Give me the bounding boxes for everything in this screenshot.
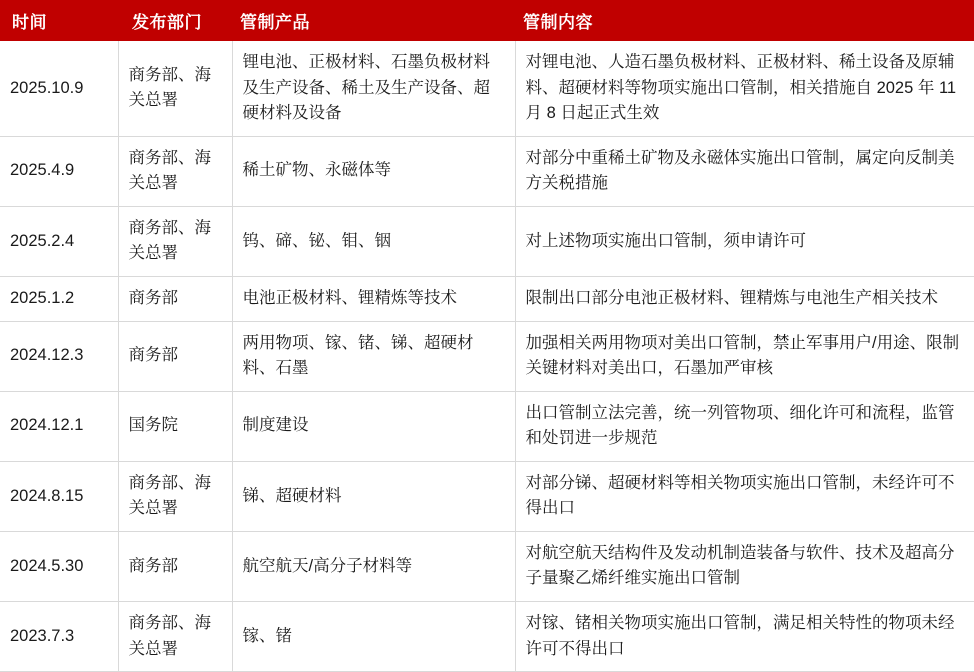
table-body [0,41,974,672]
column-header-product: 管制产品 [232,0,515,41]
cell-content: 限制出口部分电池正极材料、锂精炼与电池生产相关技术 [515,276,974,321]
cell-product: 钨、碲、铋、钼、铟 [232,206,515,276]
cell-department: 商务部、海关总署 [118,602,232,672]
cell-department: 商务部、海关总署 [118,136,232,206]
table-row [0,41,974,136]
cell-department: 商务部 [118,321,232,391]
cell-department: 国务院 [118,391,232,461]
cell-product: 锂电池、正极材料、石墨负极材料及生产设备、稀土及生产设备、超硬材料及设备 [232,41,515,136]
table-row [0,206,974,276]
cell-department: 商务部、海关总署 [118,41,232,136]
table-header-row [0,0,974,41]
cell-time: 2024.5.30 [0,531,118,601]
cell-product: 两用物项、镓、锗、锑、超硬材料、石墨 [232,321,515,391]
cell-department: 商务部 [118,531,232,601]
table-row [0,391,974,461]
table-row [0,461,974,531]
column-header-content: 管制内容 [515,0,974,41]
table-header [0,0,974,41]
cell-time: 2023.7.3 [0,602,118,672]
cell-content: 加强相关两用物项对美出口管制，禁止军事用户/用途、限制关键材料对美出口，石墨加严审核 [515,321,974,391]
cell-product: 制度建设 [232,391,515,461]
cell-product: 稀土矿物、永磁体等 [232,136,515,206]
cell-time: 2024.8.15 [0,461,118,531]
table-row [0,136,974,206]
cell-content: 对部分锑、超硬材料等相关物项实施出口管制，未经许可不得出口 [515,461,974,531]
cell-product: 镓、锗 [232,602,515,672]
cell-time: 2025.4.9 [0,136,118,206]
cell-product: 锑、超硬材料 [232,461,515,531]
table-row [0,531,974,601]
cell-time: 2025.1.2 [0,276,118,321]
cell-department: 商务部 [118,276,232,321]
cell-content: 对部分中重稀土矿物及永磁体实施出口管制，属定向反制美方关税措施 [515,136,974,206]
cell-time: 2025.2.4 [0,206,118,276]
cell-time: 2025.10.9 [0,41,118,136]
cell-department: 商务部、海关总署 [118,461,232,531]
table-row [0,321,974,391]
cell-product: 电池正极材料、锂精炼等技术 [232,276,515,321]
cell-department: 商务部、海关总署 [118,206,232,276]
cell-content: 对锂电池、人造石墨负极材料、正极材料、稀土设备及原辅料、超硬材料等物项实施出口管制，相关措施自 2025 年 11 月 8 日起正式生效 [515,41,974,136]
cell-content: 对镓、锗相关物项实施出口管制，满足相关特性的物项未经许可不得出口 [515,602,974,672]
table-row [0,602,974,672]
cell-content: 出口管制立法完善，统一列管物项、细化许可和流程，监管和处罚进一步规范 [515,391,974,461]
table-row [0,276,974,321]
column-header-department: 发布部门 [118,0,232,41]
cell-product: 航空航天/高分子材料等 [232,531,515,601]
cell-time: 2024.12.3 [0,321,118,391]
cell-content: 对上述物项实施出口管制，须申请许可 [515,206,974,276]
column-header-time: 时间 [0,0,118,41]
cell-time: 2024.12.1 [0,391,118,461]
cell-content: 对航空航天结构件及发动机制造装备与软件、技术及超高分子量聚乙烯纤维实施出口管制 [515,531,974,601]
